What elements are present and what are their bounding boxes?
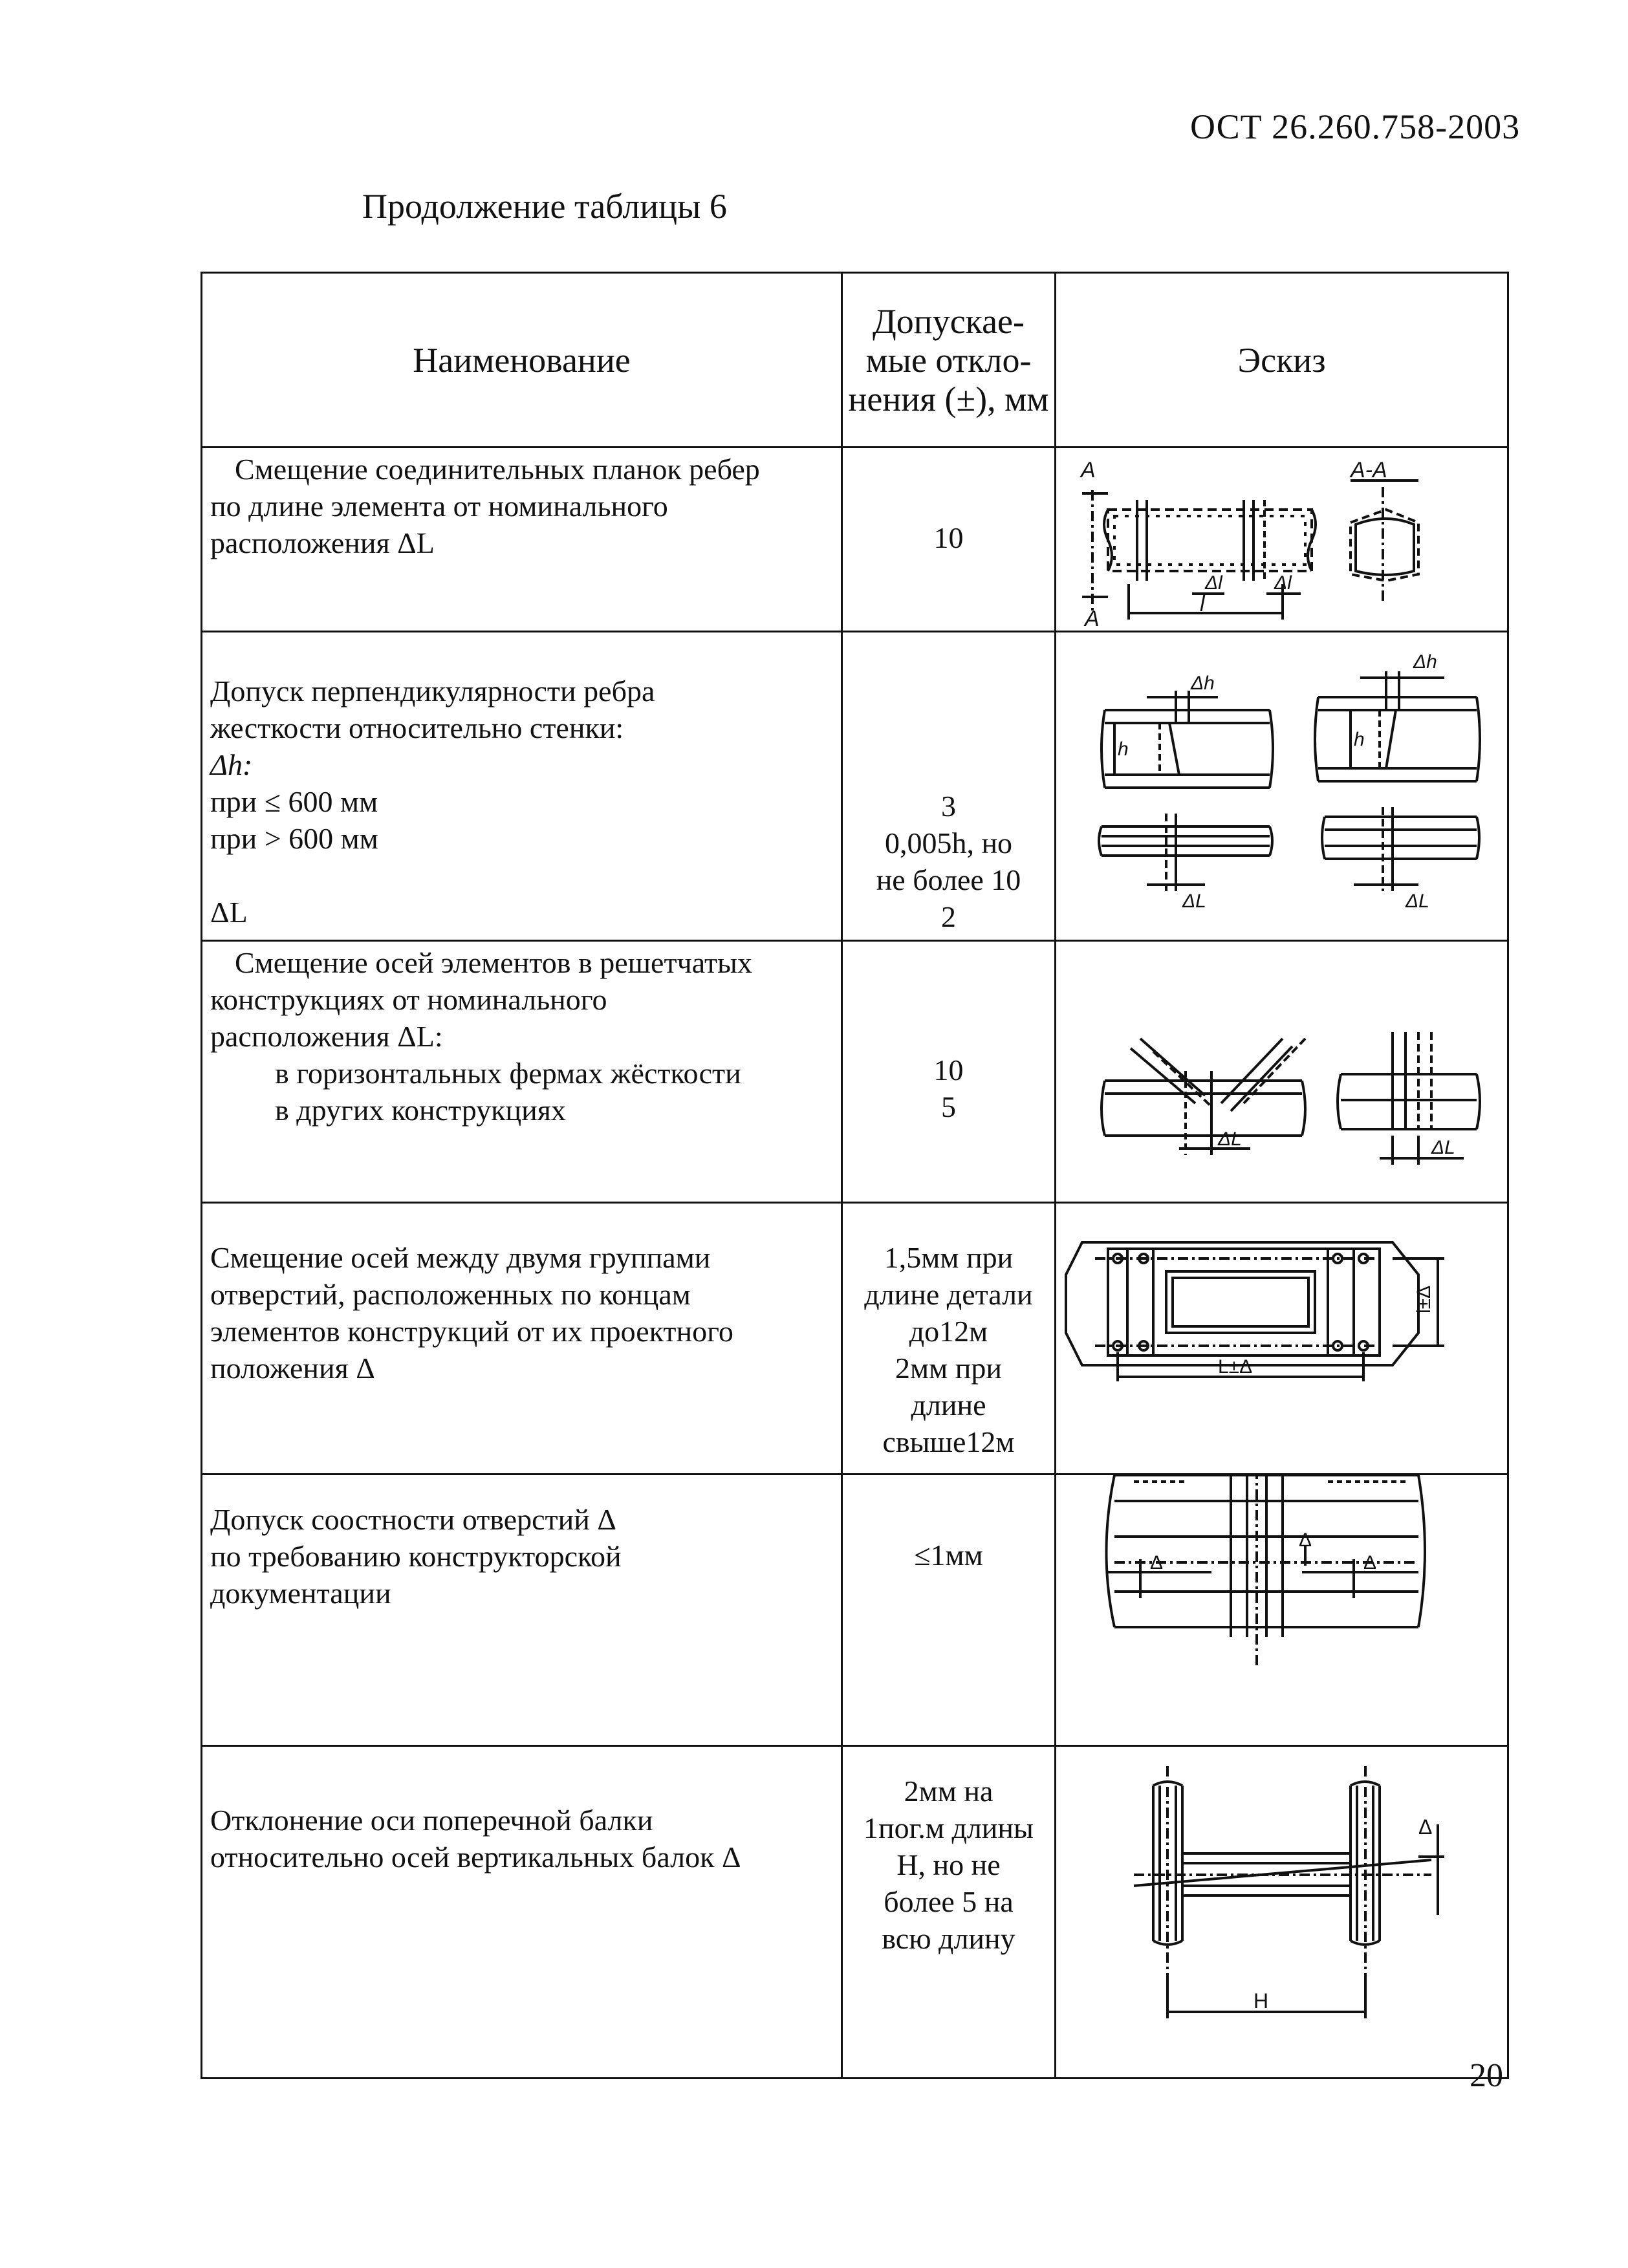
- row-tolerance: [842, 1474, 1056, 1746]
- tolerance-value: 1пог.м длины: [863, 1811, 1034, 1844]
- text-line: отверстий, расположенных по концам: [210, 1278, 691, 1311]
- text-line: конструкциях от номинального: [210, 983, 607, 1016]
- header-sketch: Эскиз: [1056, 273, 1508, 448]
- text-line: Отклонение оси поперечной балки: [210, 1804, 653, 1837]
- tolerance-value: 2: [941, 900, 956, 933]
- delta-label-3: Δ: [1363, 1552, 1377, 1573]
- delta-label-2: Δ: [1299, 1529, 1312, 1551]
- sketch-cell: [1056, 941, 1508, 1203]
- dl-label-2: ΔL: [1431, 1137, 1455, 1158]
- section-aa-label: А-А: [1351, 458, 1387, 482]
- tolerance-table: [201, 272, 1509, 2079]
- tolerance-value: не более 10: [876, 863, 1021, 896]
- hole-group-offset-sketch: [1056, 1204, 1505, 1472]
- text-line: в других конструкциях: [275, 1094, 566, 1127]
- dh-label-2: Δh: [1413, 651, 1437, 673]
- row-name: [202, 632, 842, 941]
- row-name: [202, 1474, 842, 1746]
- text-line: при ≤ 600 мм: [210, 785, 378, 818]
- text-line: элементов конструкций от их проектного: [210, 1315, 733, 1348]
- header-name: Наименование: [202, 273, 842, 448]
- tolerance-value: 5: [941, 1090, 956, 1123]
- text-line: Δh:: [210, 748, 253, 781]
- sketch-cell: [1056, 632, 1508, 941]
- text-line: ΔL: [210, 896, 248, 929]
- tolerance-value: свыше12м: [882, 1425, 1015, 1458]
- text-line: Допуск перпендикулярности ребра: [210, 675, 655, 707]
- row-name: [202, 448, 842, 632]
- h-label-2: h: [1354, 729, 1365, 750]
- text-line: Смещение соединительных планок ребер: [235, 453, 760, 486]
- text-line: Смещение осей элементов в решетчатых: [235, 946, 752, 979]
- h-label-1: h: [1118, 739, 1129, 760]
- side-dimension-label: l±Δ: [1413, 1285, 1435, 1313]
- tolerance-value: до12м: [909, 1315, 988, 1348]
- text-line: по требованию конструкторской: [210, 1540, 622, 1573]
- document-code: ОСТ 26.260.758-2003: [1190, 107, 1521, 146]
- text-line: при > 600 мм: [210, 822, 378, 855]
- span-label: Н: [1254, 1989, 1269, 2013]
- text-line: относительно осей вертикальных балок Δ: [210, 1841, 741, 1874]
- table-header-row: [202, 273, 1508, 448]
- lattice-offset-sketch: [1056, 942, 1505, 1200]
- dl-label-2: Δl: [1274, 572, 1292, 594]
- tolerance-value: 2мм при: [895, 1352, 1002, 1385]
- tolerance-value: всю длину: [882, 1922, 1015, 1955]
- text-line: документации: [210, 1577, 391, 1610]
- tolerance-value: 1,5мм при: [884, 1241, 1014, 1274]
- table-row: [202, 941, 1508, 1203]
- text-line: [210, 857, 833, 894]
- delta-label: Δ: [1418, 1815, 1433, 1839]
- row-name: [202, 1203, 842, 1474]
- text-line: в горизонтальных фермах жёсткости: [275, 1057, 741, 1090]
- table-row: [202, 448, 1508, 632]
- table-row: [202, 1203, 1508, 1474]
- tolerance-value: 3: [941, 790, 956, 823]
- bottom-dimension-label: L±Δ: [1218, 1356, 1253, 1377]
- section-a-bottom-label: А: [1085, 607, 1100, 629]
- tolerance-value: 2мм на: [904, 1775, 993, 1808]
- cross-beam-deviation-sketch: [1056, 1747, 1505, 2077]
- dl-label-1: ΔL: [1182, 891, 1206, 912]
- row-tolerance: [842, 941, 1056, 1203]
- text-line: Допуск соостности отверстий Δ: [210, 1503, 616, 1536]
- tolerance-value: ≤1мм: [914, 1539, 983, 1571]
- hole-coaxiality-sketch: [1056, 1475, 1505, 1744]
- row-name: [202, 941, 842, 1203]
- table-row: [202, 632, 1508, 941]
- header-tolerance: Допускае-мые откло-нения (±), мм: [842, 273, 1056, 448]
- tolerance-value: длине детали: [864, 1278, 1033, 1311]
- dh-label-1: Δh: [1191, 673, 1215, 694]
- tolerance-value: 0,005h, но: [884, 826, 1013, 859]
- row-name: [202, 1746, 842, 2079]
- text-line: положения Δ: [210, 1352, 375, 1385]
- text-line: расположения ΔL: [210, 526, 435, 559]
- rib-strip-offset-sketch: [1056, 448, 1505, 629]
- table-row: [202, 1746, 1508, 2079]
- text-line: жесткости относительно стенки:: [210, 711, 624, 744]
- table-caption: Продолжение таблицы 6: [362, 187, 727, 226]
- table-row: [202, 1474, 1508, 1746]
- tolerance-value: Н, но не: [896, 1848, 1001, 1881]
- text-line: Смещение осей между двумя группами: [210, 1241, 711, 1274]
- tolerance-value: более 5 на: [884, 1885, 1014, 1918]
- delta-label-1: Δ: [1150, 1552, 1164, 1573]
- tolerance-value: 10: [933, 1053, 964, 1086]
- rib-perpendicularity-sketch: [1056, 632, 1505, 936]
- length-label: l: [1200, 592, 1205, 616]
- sketch-cell: [1056, 1474, 1508, 1746]
- sketch-cell: [1056, 448, 1508, 632]
- row-tolerance: [842, 1746, 1056, 2079]
- row-tolerance: [842, 448, 1056, 632]
- page-number: 20: [1470, 2057, 1503, 2094]
- dl-label-2: ΔL: [1406, 891, 1429, 912]
- row-tolerance: [842, 1203, 1056, 1474]
- dl-label-1: ΔL: [1218, 1129, 1242, 1150]
- tolerance-value: 10: [933, 521, 964, 554]
- sketch-cell: [1056, 1203, 1508, 1474]
- tolerance-value: длине: [911, 1388, 986, 1421]
- text-line: по длине элемента от номинального: [210, 490, 668, 523]
- text-line: расположения ΔL:: [210, 1020, 443, 1053]
- row-tolerance: [842, 632, 1056, 941]
- dl-label-1: Δl: [1205, 572, 1222, 594]
- section-a-top-label: А: [1081, 458, 1096, 482]
- sketch-cell: [1056, 1746, 1508, 2079]
